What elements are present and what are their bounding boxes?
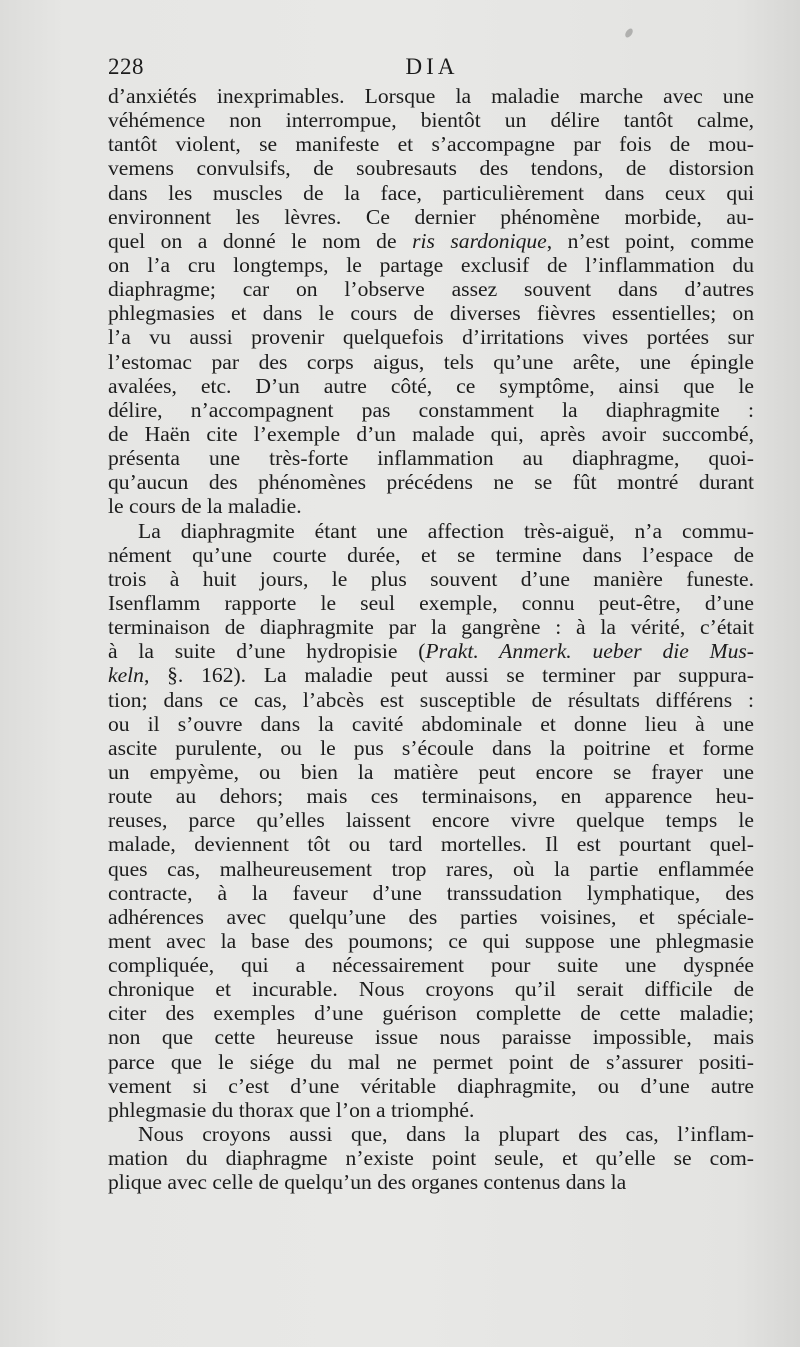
text-line: on l’a cru longtemps, le partage exclusif de l’inflammation du [108, 252, 754, 277]
text-line: ascite purulente, ou le pus s’écoule dans la poitrine et forme [108, 735, 754, 760]
text-line: tantôt violent, se manifeste et s’accompagne par fois de mou- [108, 132, 754, 157]
text-line: diaphragme; car on l’observe assez souvent dans d’autres [108, 277, 754, 302]
text-line: malade, deviennent tôt ou tard mortelles. Il est pourtant quel- [108, 832, 754, 857]
text-line: vemens convulsifs, de soubresauts des tendons, de distorsion [108, 156, 754, 181]
text-line: route au dehors; mais ces terminaisons, en apparence heu- [108, 784, 754, 809]
text-line: environnent les lèvres. Ce dernier phénomène morbide, au- [108, 204, 754, 229]
text-line: terminaison de diaphragmite par la gangrène : à la vérité, c’était [108, 615, 754, 640]
paragraph [108, 84, 754, 519]
text-line: nément qu’une courte durée, et se termine dans l’espace de [108, 542, 754, 567]
text-line: compliquée, qui a nécessairement pour suite une dyspnée [108, 953, 754, 978]
paragraph [108, 519, 754, 1123]
text-line: à la suite d’une hydropisie (Prakt. Anmerk. ueber die Mus- [108, 639, 754, 664]
text-line: La diaphragmite étant une affection très-aiguë, n’a commu- [138, 518, 754, 543]
italic-phrase: ris sardonique [412, 228, 547, 253]
italic-phrase: keln [108, 663, 144, 688]
text-line: Isenflamm rapporte le seul exemple, connu peut-être, d’une [108, 590, 754, 615]
text-line: contracte, à la faveur d’une transsudation lymphatique, des [108, 880, 754, 905]
text-line: véhémence non interrompue, bientôt un délire tantôt calme, [108, 108, 754, 133]
text-line: Nous croyons aussi que, dans la plupart des cas, l’inflam- [138, 1122, 754, 1147]
ink-spot [624, 27, 635, 39]
text-line: non que cette heureuse issue nous paraisse impossible, mais [108, 1025, 754, 1050]
text-line: qu’aucun des phénomènes précédens ne se fût montré durant [108, 470, 754, 495]
text-line: quel on a donné le nom de ris sardonique, n’est point, comme [108, 228, 754, 253]
text-line: l’estomac par des corps aigus, tels qu’une arête, une épingle [108, 349, 754, 374]
text-line: présenta une très-forte inflammation au diaphragme, quoi- [108, 446, 754, 471]
text-line: ou il s’ouvre dans la cavité abdominale et donne lieu à une [108, 711, 754, 736]
body-text [108, 84, 754, 1194]
paragraph [108, 1122, 754, 1194]
text-line: chronique et incurable. Nous croyons qu’il serait difficile de [108, 977, 754, 1002]
text-line: adhérences avec quelqu’une des parties voisines, et spéciale- [108, 904, 754, 929]
text-line: avalées, etc. D’un autre côté, ce symptôme, ainsi que le [108, 373, 754, 398]
text-line: citer des exemples d’une guérison complette de cette maladie; [108, 1001, 754, 1026]
text-line: keln, §. 162). La maladie peut aussi se terminer par suppura- [108, 663, 754, 688]
text-line: ment avec la base des poumons; ce qui suppose une phlegmasie [108, 928, 754, 953]
page-number: 228 [108, 54, 144, 79]
text-line: l’a vu aussi provenir quelquefois d’irritations vives portées sur [108, 325, 754, 350]
text-line: dans les muscles de la face, particulièrement dans ceux qui [108, 180, 754, 205]
text-line: phlegmasies et dans le cours de diverses fièvres essentielles; on [108, 301, 754, 326]
text-line: d’anxiétés inexprimables. Lorsque la maladie marche avec une [108, 84, 754, 108]
text-line: mation du diaphragme n’existe point seule, et qu’elle se com- [108, 1146, 754, 1171]
text-line: parce que le siége du mal ne permet point de s’assurer positi- [108, 1049, 754, 1074]
text-line: délire, n’accompagnent pas constamment la diaphragmite : [108, 397, 754, 422]
text-line: ques cas, malheureusement trop rares, où la partie enflammée [108, 856, 754, 881]
text-line: phlegmasie du thorax que l’on a triomphé. [108, 1097, 475, 1122]
text-line: un empyème, ou bien la matière peut encore se frayer une [108, 759, 754, 784]
page-header [108, 54, 756, 84]
text-line: vement si c’est d’une véritable diaphragmite, ou d’une autre [108, 1073, 754, 1098]
text-line: plique avec celle de quelqu’un des organes contenus dans la [108, 1170, 627, 1195]
italic-phrase: Prakt. Anmerk. ueber die Mus- [425, 639, 754, 664]
text-line: reuses, parce qu’elles laissent encore vivre quelque temps le [108, 808, 754, 833]
running-head: DIA [405, 54, 459, 79]
text-line: de Haën cite l’exemple d’un malade qui, après avoir succombé, [108, 421, 754, 446]
text-line: le cours de la maladie. [108, 494, 302, 519]
text-line: tion; dans ce cas, l’abcès est susceptible de résultats différens : [108, 687, 754, 712]
text-line: trois à huit jours, le plus souvent d’une manière funeste. [108, 566, 754, 591]
